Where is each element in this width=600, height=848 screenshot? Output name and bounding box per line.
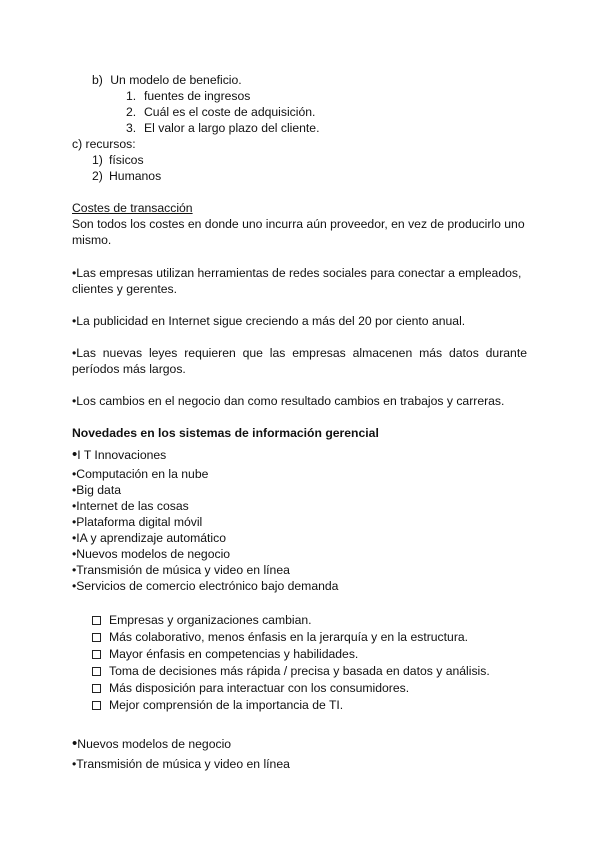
model-heading <box>92 72 242 88</box>
transaction-point-1: •Las empresas utilizan herramientas de redes sociales para conectar a empleados, clientes y gerentes. <box>72 266 522 296</box>
news-heading: Novedades en los sistemas de información gerencial <box>72 426 379 440</box>
change-item: Mayor énfasis en competencias y habilidades. <box>92 646 358 662</box>
checkbox-icon <box>92 667 101 676</box>
closing-item-2: •Transmisión de música y video en línea <box>72 757 290 771</box>
change-item: Empresas y organizaciones cambian. <box>92 612 312 628</box>
change-item: Más disposición para interactuar con los consumidores. <box>92 680 409 696</box>
checkbox-icon <box>92 616 101 625</box>
news-item: •Big data <box>72 483 121 497</box>
model-item-2: 2. Cuál es el coste de adquisición. <box>126 105 316 119</box>
change-item: Más colaborativo, menos énfasis en la jerarquía y en la estructura. <box>92 629 468 645</box>
bullet: • <box>72 446 78 463</box>
resources-item-1: 1) físicos <box>92 153 144 167</box>
list-marker: b) <box>92 73 103 87</box>
transaction-point-3: •Las nuevas leyes requieren que las empresas almacenen más datos durante períodos más largos. <box>72 346 527 376</box>
news-item: •Servicios de comercio electrónico bajo demanda <box>72 579 339 593</box>
news-item: •Plataforma digital móvil <box>72 515 203 529</box>
transaction-point-2: •La publicidad en Internet sigue creciendo a más del 20 por ciento anual. <box>72 314 466 328</box>
change-item: Mejor comprensión de la importancia de TI. <box>92 697 343 713</box>
list-text: Un modelo de beneficio. <box>110 73 242 87</box>
model-item-1: 1. fuentes de ingresos <box>126 89 251 103</box>
checkbox-icon <box>92 650 101 659</box>
checkbox-icon <box>92 684 101 693</box>
news-item: •Nuevos modelos de negocio <box>72 547 231 561</box>
resources-item-2: 2) Humanos <box>92 169 162 183</box>
news-item: •Internet de las cosas <box>72 499 189 513</box>
checkbox-icon <box>92 701 101 710</box>
news-item: •Transmisión de música y video en línea <box>72 563 290 577</box>
news-item: •IA y aprendizaje automático <box>72 531 226 545</box>
news-first-item: •I T Innovaciones <box>72 446 167 463</box>
bullet: • <box>72 735 78 752</box>
model-item-3: 3. El valor a largo plazo del cliente. <box>126 121 320 135</box>
transaction-point-4: •Los cambios en el negocio dan como resultado cambios en trabajos y carreras. <box>72 394 505 408</box>
news-item: •Computación en la nube <box>72 467 209 481</box>
checkbox-icon <box>92 633 101 642</box>
closing-item-1: •Nuevos modelos de negocio <box>72 735 232 752</box>
transaction-heading: Costes de transacción <box>72 201 193 215</box>
change-item: Toma de decisiones más rápida / precisa y basada en datos y análisis. <box>92 663 490 679</box>
transaction-definition: Son todos los costes en donde uno incurra aún proveedor, en vez de producirlo uno mismo. <box>72 217 525 247</box>
resources-heading: c) recursos: <box>72 137 136 151</box>
